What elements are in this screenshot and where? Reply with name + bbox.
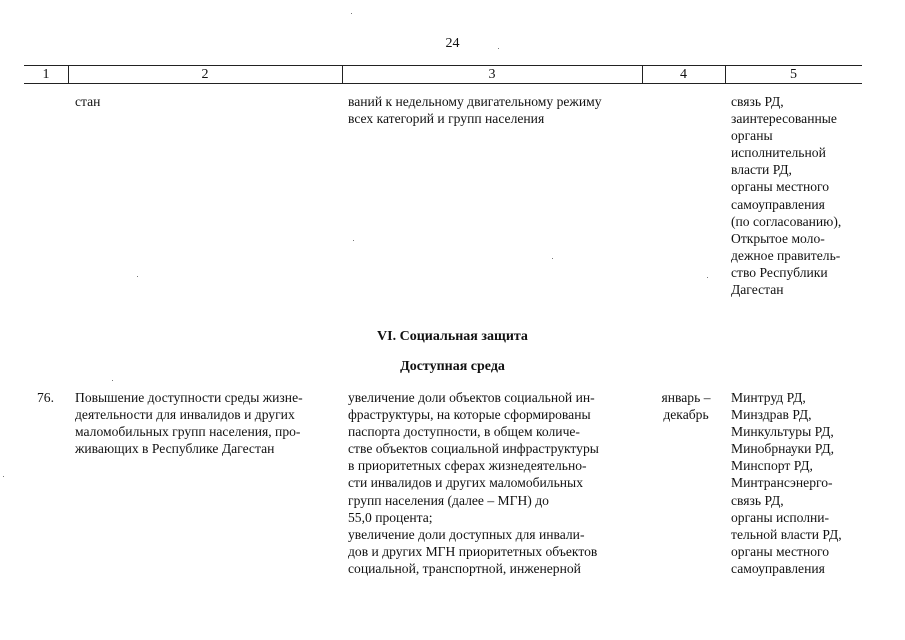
scan-speck	[351, 13, 352, 14]
scan-speck	[498, 48, 499, 49]
continued-row-col3: ваний к недельному двигательному режиму всех категорий и групп населения	[348, 94, 602, 127]
scan-speck	[137, 276, 138, 277]
scan-speck	[3, 476, 4, 477]
header-col-3: 3	[488, 67, 496, 82]
row-name: Повышение доступности среды жизне- деятельности для инвалидов и других маломобильных групп населения, про- живающих в Республике Дагестан	[75, 390, 303, 457]
row-period: январь – декабрь	[661, 390, 711, 423]
row-number: 76.	[37, 390, 54, 405]
section-subtitle: Доступная среда	[400, 359, 505, 374]
continued-row-col2: стан	[75, 94, 101, 109]
header-col-5: 5	[790, 67, 797, 82]
section-title: VI. Социальная защита	[377, 329, 528, 344]
header-bottom-rule	[24, 83, 862, 84]
page-number: 24	[445, 36, 460, 51]
row-indicators: увеличение доли объектов социальной ин- фраструктуры, на которые сформированы паспорта доступности, в общем количе- стве объектов социальной инфраструктуры в приоритетных сферах жизнедеятельно- сти инвалидов и других маломобильных групп населения (далее – МГН) до 55,0 процента; увеличение доли доступных для инвали- дов и других МГН приоритетных объектов социальной, транспортной, инженерной	[348, 390, 599, 576]
header-col-1: 1	[42, 67, 50, 82]
header-col-2: 2	[201, 67, 209, 82]
scan-speck	[552, 258, 553, 259]
scan-speck	[112, 380, 113, 381]
row-executors: Минтруд РД, Минздрав РД, Минкультуры РД, Минобрнауки РД, Минспорт РД, Минтрансэнерго- связь РД, органы исполни- тельной власти РД, органы местного самоуправления	[731, 390, 842, 576]
scan-speck	[707, 277, 708, 278]
scan-speck	[353, 240, 354, 241]
header-col-4: 4	[680, 67, 687, 82]
continued-row-col5: связь РД, заинтересованные органы исполнительной власти РД, органы местного самоуправления (по согласованию), Открытое моло- дежное правитель- ство Республики Дагестан	[731, 94, 842, 298]
